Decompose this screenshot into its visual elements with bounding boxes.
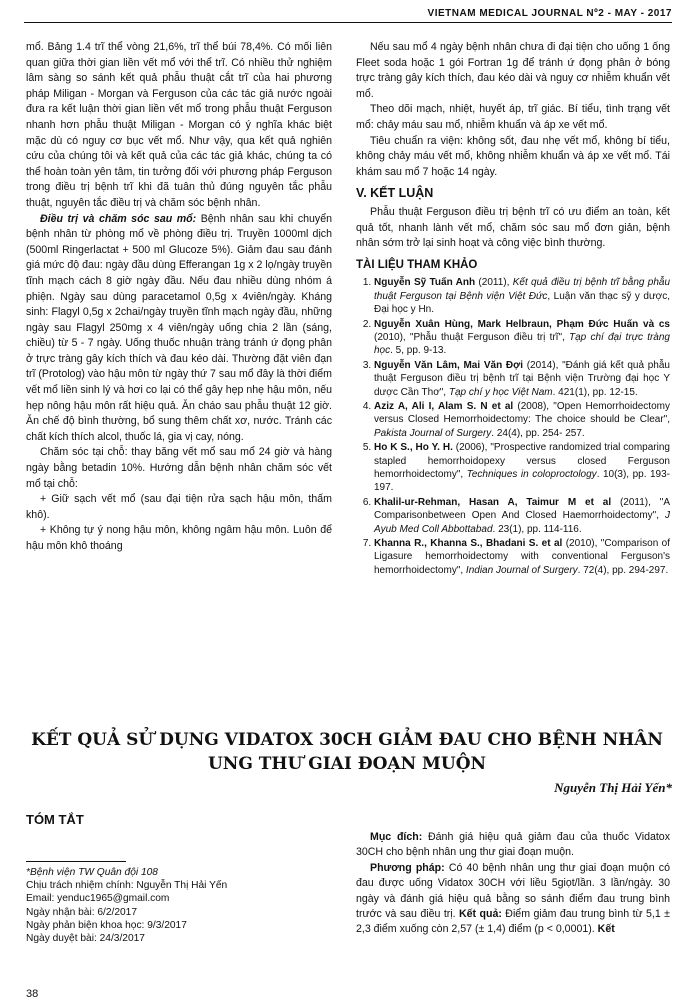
reference-text: (2008), "Open Hemorrhoidectomy versus Closed Hemorrhoidectomy: The choice should be Clear", xyxy=(374,400,670,426)
reference-tail: . 72(4), pp. 294-297. xyxy=(577,564,669,576)
paragraph: + Không tự ý nong hậu môn, không ngâm hậu môn. Luôn để hậu môn khô thoáng xyxy=(26,524,332,552)
reference-authors: Ho K S., Ho Y. H. xyxy=(374,442,453,454)
reference-text: (2006), "Prospective randomized trial comparing stapled hemorrhoidopexy versus closed Ferguson hemorrhoidectomy", xyxy=(374,442,670,480)
reference-source: Indian Journal of Surgery xyxy=(465,564,578,576)
reference-source: Kết quả điều trị bệnh trĩ bằng phẫu thuật Ferguson tại Bệnh viện Việt Đức xyxy=(374,277,671,302)
abstract-body: Có 40 bệnh nhân ung thư giai đoạn muộn có đau được uống Vidatox 30CH với liều 5giọt/lần. 3 lần/ngày. 30 ngày và đánh giá hiệu quả bằng so sánh điểm đau trung bình trước và sau điều trị. xyxy=(356,861,670,921)
affiliation-line: Email: yenduc1965@gmail.com xyxy=(26,893,170,905)
reference-tail: . 5, pp. 9-13. xyxy=(390,345,447,357)
left-column xyxy=(26,40,332,555)
reference-text: (2010), "Phẫu thuật Ferguson điều trị trĩ", xyxy=(374,331,569,343)
affiliation-line: Chịu trách nhiệm chính: Nguyễn Thị Hải Yến xyxy=(26,880,228,892)
reference-tail: . 421(1), pp. 12-15. xyxy=(552,386,638,398)
reference-tail: . 10(3), pp. 193-197. xyxy=(374,469,670,494)
section-heading: V. KẾT LUẬN xyxy=(356,186,434,201)
reference-item xyxy=(374,441,670,495)
abstract-method xyxy=(356,861,670,938)
reference-text: (2011), "A Comparisonbetween Open And Closed Haemorrhoidectomy", xyxy=(374,496,670,522)
journal-header: VIETNAM MEDICAL JOURNAL Nº2 - MAY - 2017 xyxy=(427,8,672,19)
references-heading: TÀI LIỆU THAM KHẢO xyxy=(356,258,478,271)
affiliation-block xyxy=(26,866,326,945)
abstract-label: Kết quả: xyxy=(459,908,502,921)
reference-authors: Nguyễn Xuân Hùng, Mark Helbraun, Phạm Đức Huấn và cs xyxy=(374,318,670,330)
reference-item xyxy=(374,400,670,440)
article-title: KẾT QUẢ SỬ DỤNG VIDATOX 30CH GIẢM ĐAU CHO BỆNH NHÂN UNG THƯ GIAI ĐOẠN MUỘN xyxy=(31,730,663,774)
paragraph: Theo dõi mạch, nhiệt, huyết áp, trĩ giác. Bí tiểu, tình trạng vết mổ: chảy máu sau mổ, nhiễm khuẩn và áp xe vết mổ. xyxy=(356,103,670,131)
footnote-rule xyxy=(26,861,126,862)
abstract-body: Đánh giá hiệu quả giảm đau của thuốc Vidatox 30CH cho bệnh nhân ung thư giai đoạn muộn. xyxy=(356,831,670,859)
reference-item xyxy=(374,318,670,358)
header-rule xyxy=(24,22,672,23)
affiliation-line: Ngày duyệt bài: 24/3/2017 xyxy=(26,933,145,945)
reference-tail: , Luận văn thạc sỹ y dược, Đại học y Hn. xyxy=(374,290,670,316)
abstract-label: Kết xyxy=(597,923,615,936)
reference-source: Tạp chí y học Việt Nam xyxy=(448,386,553,398)
paragraph: Nếu sau mổ 4 ngày bệnh nhân chưa đi đại tiện cho uống 1 ống Fleet soda hoặc 1 gói Fortran 1g để tránh ứ đọng phân ở bóng trực tràng gây kích thích, đau kéo dài và nguy cơ nhiễm khuẩn vết mổ. xyxy=(356,41,670,100)
abstract-label: Mục đích: xyxy=(370,831,423,843)
paragraph: + Giữ sạch vết mổ (sau đại tiện rửa sạch hậu môn, thấm khô). xyxy=(26,493,332,521)
paragraph-text: Bệnh nhân sau khi chuyển bệnh nhân từ phòng mổ về phòng điều trị. Truyền 1000ml dịch (500ml Ringerlactat + 500 ml Glucoze 5%). Giảm đau sau đánh giá mức độ đau: ngày đầu dùng Efferangan 1g x 2 lọ/ngày truyền tĩnh mạch cách 8 giờ ngày đầu. Nếu đau nhiều dùng nhóm á phiện. Ngày sau dùng paracetamol 0,5g x 4viên/ngày. Kháng sinh: Flagyl 0,5g x 2chai/ngày truyền tĩnh mạch ngày đầu, những ngày sau Flagyl 250mg x 4 viên/ngày uống chia 2 lần (sáng, chiều) từ 5 - 7 ngày. Uống thuốc nhuận tràng tránh ứ đọng phân ở trực tràng gây kích thích và đau kéo dài. Thường đặt viên đạn trĩ (Protolog) vào hậu môn từ ngày thứ 7 sau mổ đây là thời điểm vết mổ liền sinh lý và hơi co lại có thể gây hẹp nhẹ hậu môn, nếu hẹp nông hậu môn rất hiệu quả. Ăn cháo sau phẫu thuật 12 giờ. Ăn chế độ bình thường, bổ sung thêm chất xơ, nước. Tránh các chất kích thích alcol, thuốc lá, gia vị cay, nóng. xyxy=(26,212,332,443)
paragraph: Phẫu thuật Ferguson điều trị bệnh trĩ có ưu điểm an toàn, kết quả tốt, nhanh lành vết mổ, chăm sóc sau mổ đơn giản, bệnh nhân sớm trở lại sinh hoạt và công việc bình thường. xyxy=(356,205,670,250)
affiliation-line: Ngày phản biện khoa học: 9/3/2017 xyxy=(26,919,187,931)
reference-item xyxy=(374,359,670,399)
affiliation-line: *Bệnh viện TW Quân đội 108 xyxy=(26,867,158,878)
paragraph: Tiêu chuẩn ra viện: không sốt, đau nhẹ vết mổ, không bí tiểu, không chảy máu vết mổ, không nhiễm khuẩn và áp xe vết mổ. Tái khám sau mổ 7 hoặc 14 ngày. xyxy=(356,134,670,178)
reference-text: (2011), xyxy=(475,277,513,289)
reference-item xyxy=(374,276,670,316)
reference-authors: Khanna R., Khanna S., Bhadani S. et al xyxy=(374,538,563,550)
reference-text: (2014), "Đánh giá kết quả phẫu thuật Ferguson điều trị bệnh trĩ tại Bệnh viện Trường đại học Y dược Cần Thơ", xyxy=(374,359,670,398)
abstract-body: Điểm giảm đau trung bình từ 5,1 ± 2,3 điểm xuống còn 2,57 (± 1,4) điểm (p < 0,0001). xyxy=(356,908,670,936)
reference-item xyxy=(374,537,670,577)
article-author: Nguyễn Thị Hải Yến* xyxy=(554,780,672,795)
reference-tail: . 23(1), pp. 114-116. xyxy=(492,523,582,535)
right-column xyxy=(356,40,670,578)
reference-source: J Ayub Med Coll Abbottabad xyxy=(374,510,670,535)
affiliation-line: Ngày nhận bài: 6/2/2017 xyxy=(26,906,138,918)
abstract-label: Phương pháp: xyxy=(370,861,445,874)
paragraph xyxy=(26,212,332,446)
paragraph-heading: Điều trị và chăm sóc sau mổ: xyxy=(40,212,197,225)
reference-text: (2010), "Comparison of Ligasure hemorrhoidectomy with conventional Ferguson's hemorrhoidectomy", xyxy=(374,538,670,576)
reference-item xyxy=(374,496,670,536)
paragraph: mổ. Bảng 1.4 trĩ thể vòng 21,6%, trĩ thể búi 78,4%. Có mối liên quan giữa thời gian liền vết mổ với thể trĩ. Có nhiều thử nghiệm lâm sàng so sánh kết quả phẫu thuật cắt trĩ của hai phương pháp Miligan - Morgan và Ferguson của các tác giả nước ngoài đưa ra kết luận thời gian liền vết mổ trong phẫu thuật Ferguson nhanh hơn phẫu thuật Miligan - Morgan có ý nghĩa khác biệt mặc dù có nguy cơ bục vết mổ. Như vậy, qua kết quả nghiên cứu của chúng tôi và kết quả của các tác giả khác, chúng ta có thể hoàn toàn yên tâm, tin tưởng đối với phương pháp Ferguson trong điều trị bệnh trĩ khi đã tuân thủ đúng nguyên tắc phẫu thuật, nguyên tắc điều trị và chăm sóc bệnh nhân. xyxy=(26,41,332,209)
reference-source: Techniques in coloproctology xyxy=(466,469,597,480)
reference-source: Pakista Journal of Surgery xyxy=(374,427,492,439)
reference-authors: Aziz A, Ali I, Alam S. N et al xyxy=(374,400,514,412)
references-list xyxy=(356,276,670,577)
abstract-purpose xyxy=(356,830,670,861)
paragraph: Chăm sóc tại chỗ: thay băng vết mổ sau mổ 24 giờ và hàng ngày bằng betadin 10%. Hướng dẫn bệnh nhân chăm sóc vết mổ tại chỗ: xyxy=(26,446,332,490)
page-number: 38 xyxy=(26,988,39,1000)
reference-authors: Nguyễn Văn Lâm, Mai Văn Đợi xyxy=(374,359,523,371)
abstract-text xyxy=(356,830,670,938)
reference-tail: . 24(4), pp. 254- 257. xyxy=(491,427,585,439)
abstract-heading: TÓM TẮT xyxy=(26,812,84,827)
reference-authors: Nguyễn Sỹ Tuấn Anh xyxy=(374,277,476,289)
reference-authors: Khalil-ur-Rehman, Hasan A, Taimur M et al xyxy=(374,496,612,508)
reference-source: Tạp chí đại trực tràng học xyxy=(374,331,670,357)
